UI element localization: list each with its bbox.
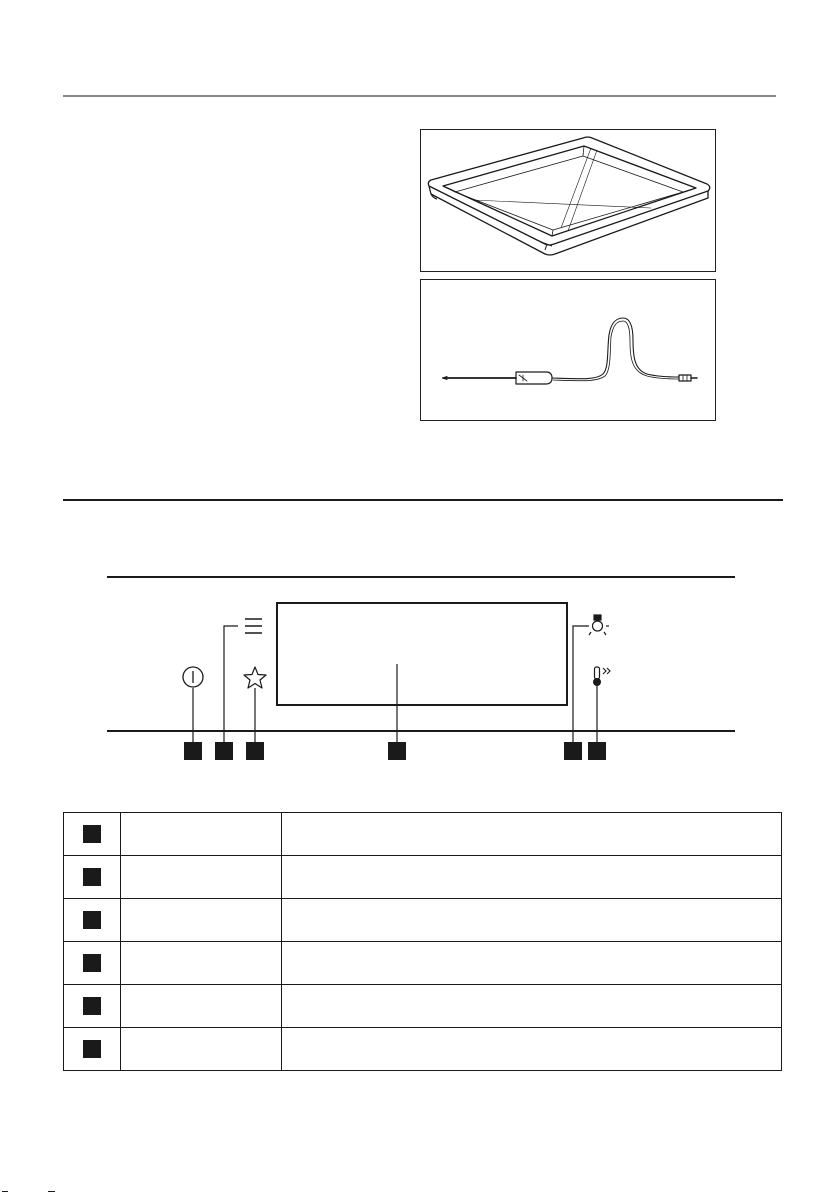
description-cell [282, 856, 782, 899]
function-name-cell [121, 1028, 282, 1071]
function-name-cell [121, 942, 282, 985]
callout-marker [83, 954, 101, 972]
light-icon[interactable] [586, 615, 609, 635]
table-row [64, 899, 782, 942]
baking-tray-figure [420, 129, 716, 272]
callout-marker-6 [588, 742, 606, 760]
callout-marker [83, 911, 101, 929]
callout-marker-2 [215, 742, 233, 760]
baking-tray-icon [421, 130, 714, 270]
description-cell [282, 813, 782, 856]
description-cell [282, 1028, 782, 1071]
function-name-cell [121, 813, 282, 856]
callout-marker-3 [246, 742, 264, 760]
callout-marker [83, 997, 101, 1015]
table-row [64, 942, 782, 985]
callout-marker-4 [388, 742, 406, 760]
function-name-cell [121, 899, 282, 942]
description-cell [282, 942, 782, 985]
table-row [64, 985, 782, 1028]
table-row [64, 1028, 782, 1071]
power-icon[interactable] [183, 667, 203, 687]
display-screen [277, 603, 567, 705]
table-row [64, 856, 782, 899]
page-footer-fragment [0, 1184, 90, 1192]
description-cell [282, 899, 782, 942]
menu-icon[interactable] [245, 619, 262, 633]
callout-marker-1 [184, 742, 202, 760]
callout-marker [83, 1040, 101, 1058]
favourites-star-icon[interactable] [244, 667, 266, 688]
function-name-cell [121, 985, 282, 1028]
function-name-cell [121, 856, 282, 899]
callout-marker [83, 868, 101, 886]
thermometer-fast-heat-icon[interactable] [593, 667, 610, 686]
description-cell [282, 985, 782, 1028]
section-divider-top [63, 95, 776, 97]
callout-marker [83, 825, 101, 843]
food-probe-icon [421, 280, 714, 419]
control-panel-diagram [0, 560, 840, 780]
table-row [64, 813, 782, 856]
section-divider [63, 499, 783, 501]
callout-marker-5 [564, 742, 582, 760]
control-panel-legend-table [63, 812, 782, 1071]
food-probe-figure [420, 279, 716, 421]
